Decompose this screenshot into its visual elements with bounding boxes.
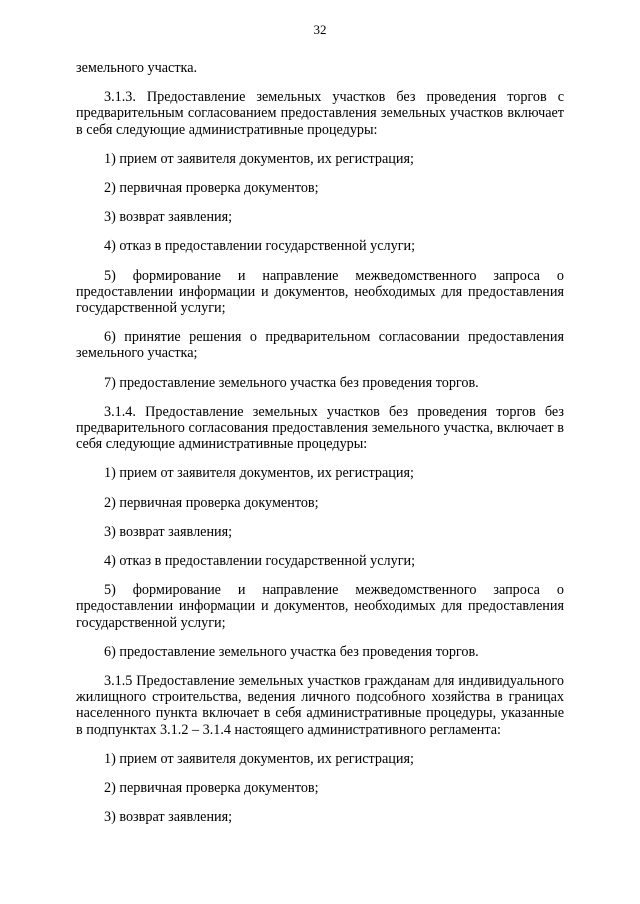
list-item: 6) предоставление земельного участка без проведения торгов.: [104, 643, 479, 660]
list-item: 1) прием от заявителя документов, их регистрация;: [104, 465, 414, 482]
list-item: 1) прием от заявителя документов, их регистрация;: [104, 750, 414, 767]
list-item: 4) отказ в предоставлении государственной услуги;: [104, 238, 416, 255]
section-3-1-3-paragraph: 3.1.3. Предоставление земельных участков без проведения торгов с предварительным согласованием предоставления земельных участков включает в себя следующие административные процедуры:: [76, 89, 564, 138]
list-item: 3) возврат заявления;: [104, 523, 233, 540]
section-3-1-4-paragraph: 3.1.4. Предоставление земельных участков без проведения торгов без предварительного согласования предоставления земельного участка, включает в себя следующие административные процедуры:: [76, 403, 564, 453]
list-item: 3) возврат заявления;: [104, 809, 233, 826]
list-item: 2) первичная проверка документов;: [104, 780, 319, 797]
list-item: 6) принятие решения о предварительном согласовании предоставления земельного участка;: [76, 329, 564, 362]
list-item: 2) первичная проверка документов;: [104, 180, 319, 197]
document-body: [76, 60, 564, 839]
list-item: 2) первичная проверка документов;: [104, 494, 319, 511]
list-item: 1) прием от заявителя документов, их регистрация;: [104, 150, 414, 167]
section-3-1-5-paragraph: 3.1.5 Предоставление земельных участков гражданам для индивидуального жилищного строительства, ведения личного подсобного хозяйства в границах населенного пункта включает в себя административные процедуры, указанные в подпунктах 3.1.2 – 3.1.4 настоящего административного регламента:: [76, 673, 564, 738]
list-item: 5) формирование и направление межведомственного запроса о предоставлении информации и документов, необходимых для предоставления государственной услуги;: [76, 582, 564, 631]
list-item: 3) возврат заявления;: [104, 209, 233, 226]
list-item: 5) формирование и направление межведомственного запроса о предоставлении информации и документов, необходимых для предоставления государственной услуги;: [76, 267, 564, 317]
list-item: 7) предоставление земельного участка без проведения торгов.: [104, 374, 479, 391]
list-item: 4) отказ в предоставлении государственной услуги;: [104, 553, 416, 570]
page-number: 32: [313, 22, 327, 37]
paragraph-continuation: земельного участка.: [76, 60, 198, 76]
